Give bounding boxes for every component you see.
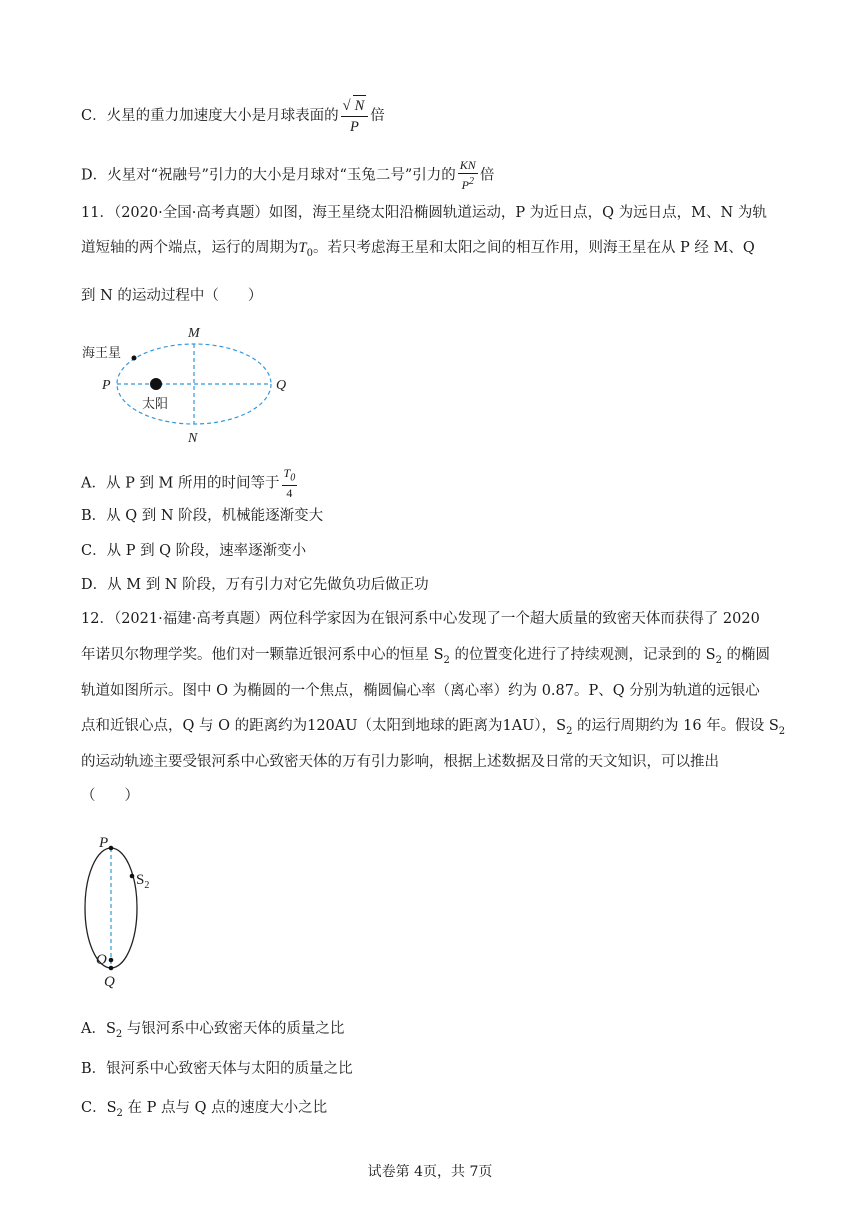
label-S2: $S_2$ [136,872,150,891]
q12-option-b: B．银河系中心致密天体与太阳的质量之比 [81,1061,353,1077]
label-neptune: 海王星 [82,345,122,360]
fraction-T0-over-4: $\frac{T_0}{4}$ [283,466,296,501]
label-sun: 太阳 [142,396,169,411]
q11-stem-line1: 11．（2020·全国·高考真题）如图，海王星绕太阳沿椭圆轨道运动，P 为近日点，Q 为远日点，M、N 为轨 [81,205,767,221]
q12-stem-line6: （ ） [81,788,139,804]
label-P: P [102,378,111,393]
label-P: P [99,835,109,851]
q11-option-d: D．从 M 到 N 阶段，万有引力对它先做负功后做正功 [81,577,429,593]
fraction-sqrtN-over-P: $\frac{√ N}{P}$ [341,95,369,137]
label-Q: Q [276,378,287,393]
q12-option-a: A．$S_2$ 与银河系中心致密天体的质量之比 [81,1021,345,1040]
q10-option-c: C．火星的重力加速度大小是月球表面的 $\frac{√ N}{P}$ 倍 [81,95,385,137]
q10-option-d: D．火星对“祝融号”引力的大小是月球对“玉兔二号”引力的 $\frac{KN}{P^2}$ 倍 [81,158,495,192]
fraction-KN-over-P2: $\frac{KN}{P^2}$ [459,158,476,192]
q11-stem-line3: 到 N 的运动过程中（ ） [81,288,263,304]
q12-stem-line4: 点和近银心点，Q 与 O 的距离约为120AU（太阳到地球的距离为1AU），$S_2$ 的运行周期约为 16 年。假设 $S_2$ [81,718,786,737]
point-P [109,846,114,851]
q11-option-b: B．从 Q 到 N 阶段，机械能逐渐变大 [81,508,324,524]
label-Q: Q [104,974,115,990]
label-N: N [188,431,198,446]
q12-stem-line5: 的运动轨迹主要受银河系中心致密天体的万有引力影响，根据上述数据及日常的天文知识，可以推出 [81,754,719,770]
neptune-dot [132,356,137,361]
q12-stem-line3: 轨道如图所示。图中 O 为椭圆的一个焦点，椭圆偏心率（离心率）约为 0.87。P、Q 分别为轨道的远银心 [81,683,760,699]
q11-stem-line2: 道短轴的两个端点，运行的周期为$T_0$。若只考虑海王星和太阳之间的相互作用，则海王星在从 P 经 M、Q [81,240,755,259]
q11-option-c: C．从 P 到 Q 阶段，速率逐渐变小 [81,543,307,559]
point-Q [109,966,114,971]
page-footer: 试卷第 4页，共 7页 [367,1164,493,1180]
label-O: O [96,952,107,968]
point-O [109,958,114,963]
q11-ellipse-figure [80,318,300,448]
sun-dot [150,378,162,390]
label-M: M [188,326,200,341]
point-S2 [130,874,135,879]
q11-option-a: A．从 P 到 M 所用的时间等于 $\frac{T_0}{4}$ [81,466,296,501]
q12-stem-line1: 12．（2021·福建·高考真题）两位科学家因为在银河系中心发现了一个超大质量的致密天体而获得了 2020 [81,611,760,627]
q12-stem-line2: 年诺贝尔物理学奖。他们对一颗靠近银河系中心的恒星 $S_2$ 的位置变化进行了持续观测，记录到的 $S_2$ 的椭圆 [81,647,771,666]
q12-orbit-figure [80,832,170,992]
q12-option-c: C．$S_2$ 在 P 点与 Q 点的速度大小之比 [81,1100,328,1119]
